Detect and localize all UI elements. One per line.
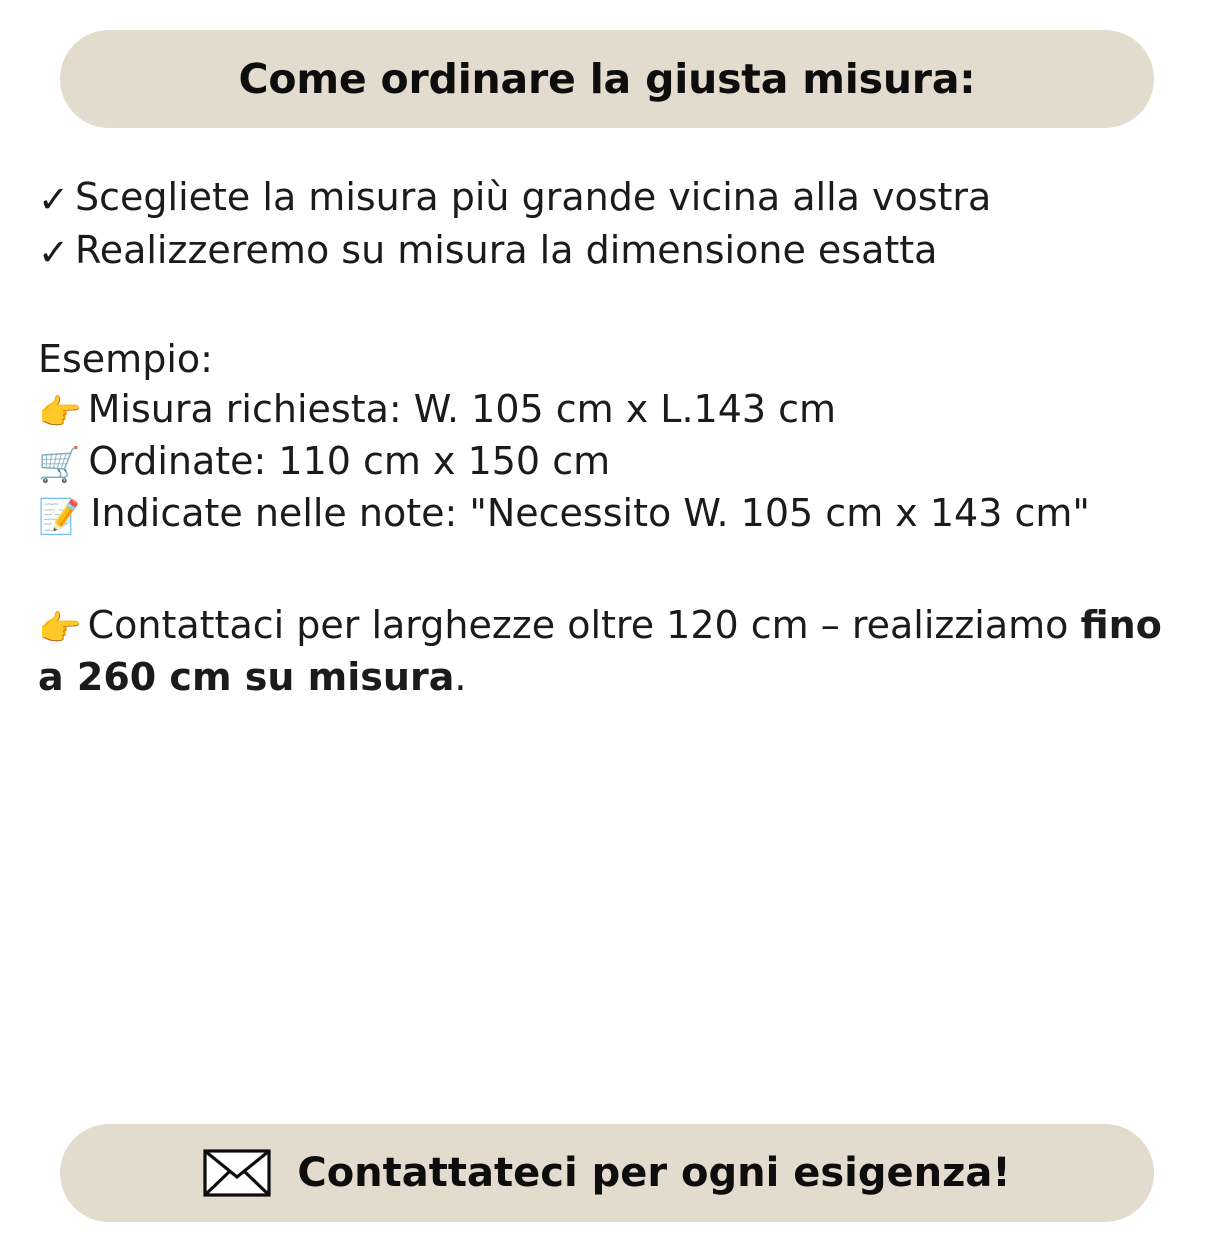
shopping-cart-icon: 🛒 <box>38 445 81 485</box>
pointing-right-hand-icon: 👉 <box>38 608 82 649</box>
contact-note-suffix: . <box>454 654 467 699</box>
example-row-text: Ordinate: 110 cm x 150 cm <box>88 439 611 483</box>
example-row <box>38 436 1176 488</box>
example-row <box>38 384 1176 436</box>
spacer <box>38 278 1176 334</box>
footer-banner[interactable] <box>60 1124 1154 1222</box>
example-row <box>38 488 1176 540</box>
contact-note-highlight: fino a 260 cm su misura <box>38 602 1162 699</box>
example-row-text: Misura richiesta: W. 105 cm x L.143 cm <box>87 386 837 431</box>
example-row-text: Indicate nelle note: "Necessito W. 105 cm x 143 cm" <box>90 490 1090 535</box>
content-body <box>34 172 1180 702</box>
instruction-text: Realizzeremo su misura la dimensione esatta <box>75 227 938 272</box>
instruction-item <box>38 172 1176 225</box>
pointing-right-hand-icon: 👉 <box>38 392 82 433</box>
example-label: Esempio: <box>38 336 213 381</box>
check-mark-icon: ✓ <box>38 178 70 221</box>
instruction-item <box>38 225 1176 278</box>
check-mark-icon: ✓ <box>38 230 70 274</box>
instruction-text: Scegliete la misura più grande vicina alla vostra <box>75 175 992 219</box>
spacer <box>38 540 1176 600</box>
contact-note <box>38 600 1176 702</box>
envelope-icon <box>203 1149 271 1197</box>
memo-pencil-icon: 📝 <box>38 496 81 537</box>
footer-title: Contattateci per ogni esigenza! <box>297 1150 1011 1196</box>
header-banner <box>60 30 1154 128</box>
contact-note-text: Contattaci per larghezze oltre 120 cm – realizziamo <box>87 602 1081 647</box>
infographic-page <box>0 30 1214 1244</box>
page-title: Come ordinare la giusta misura: <box>238 55 976 103</box>
